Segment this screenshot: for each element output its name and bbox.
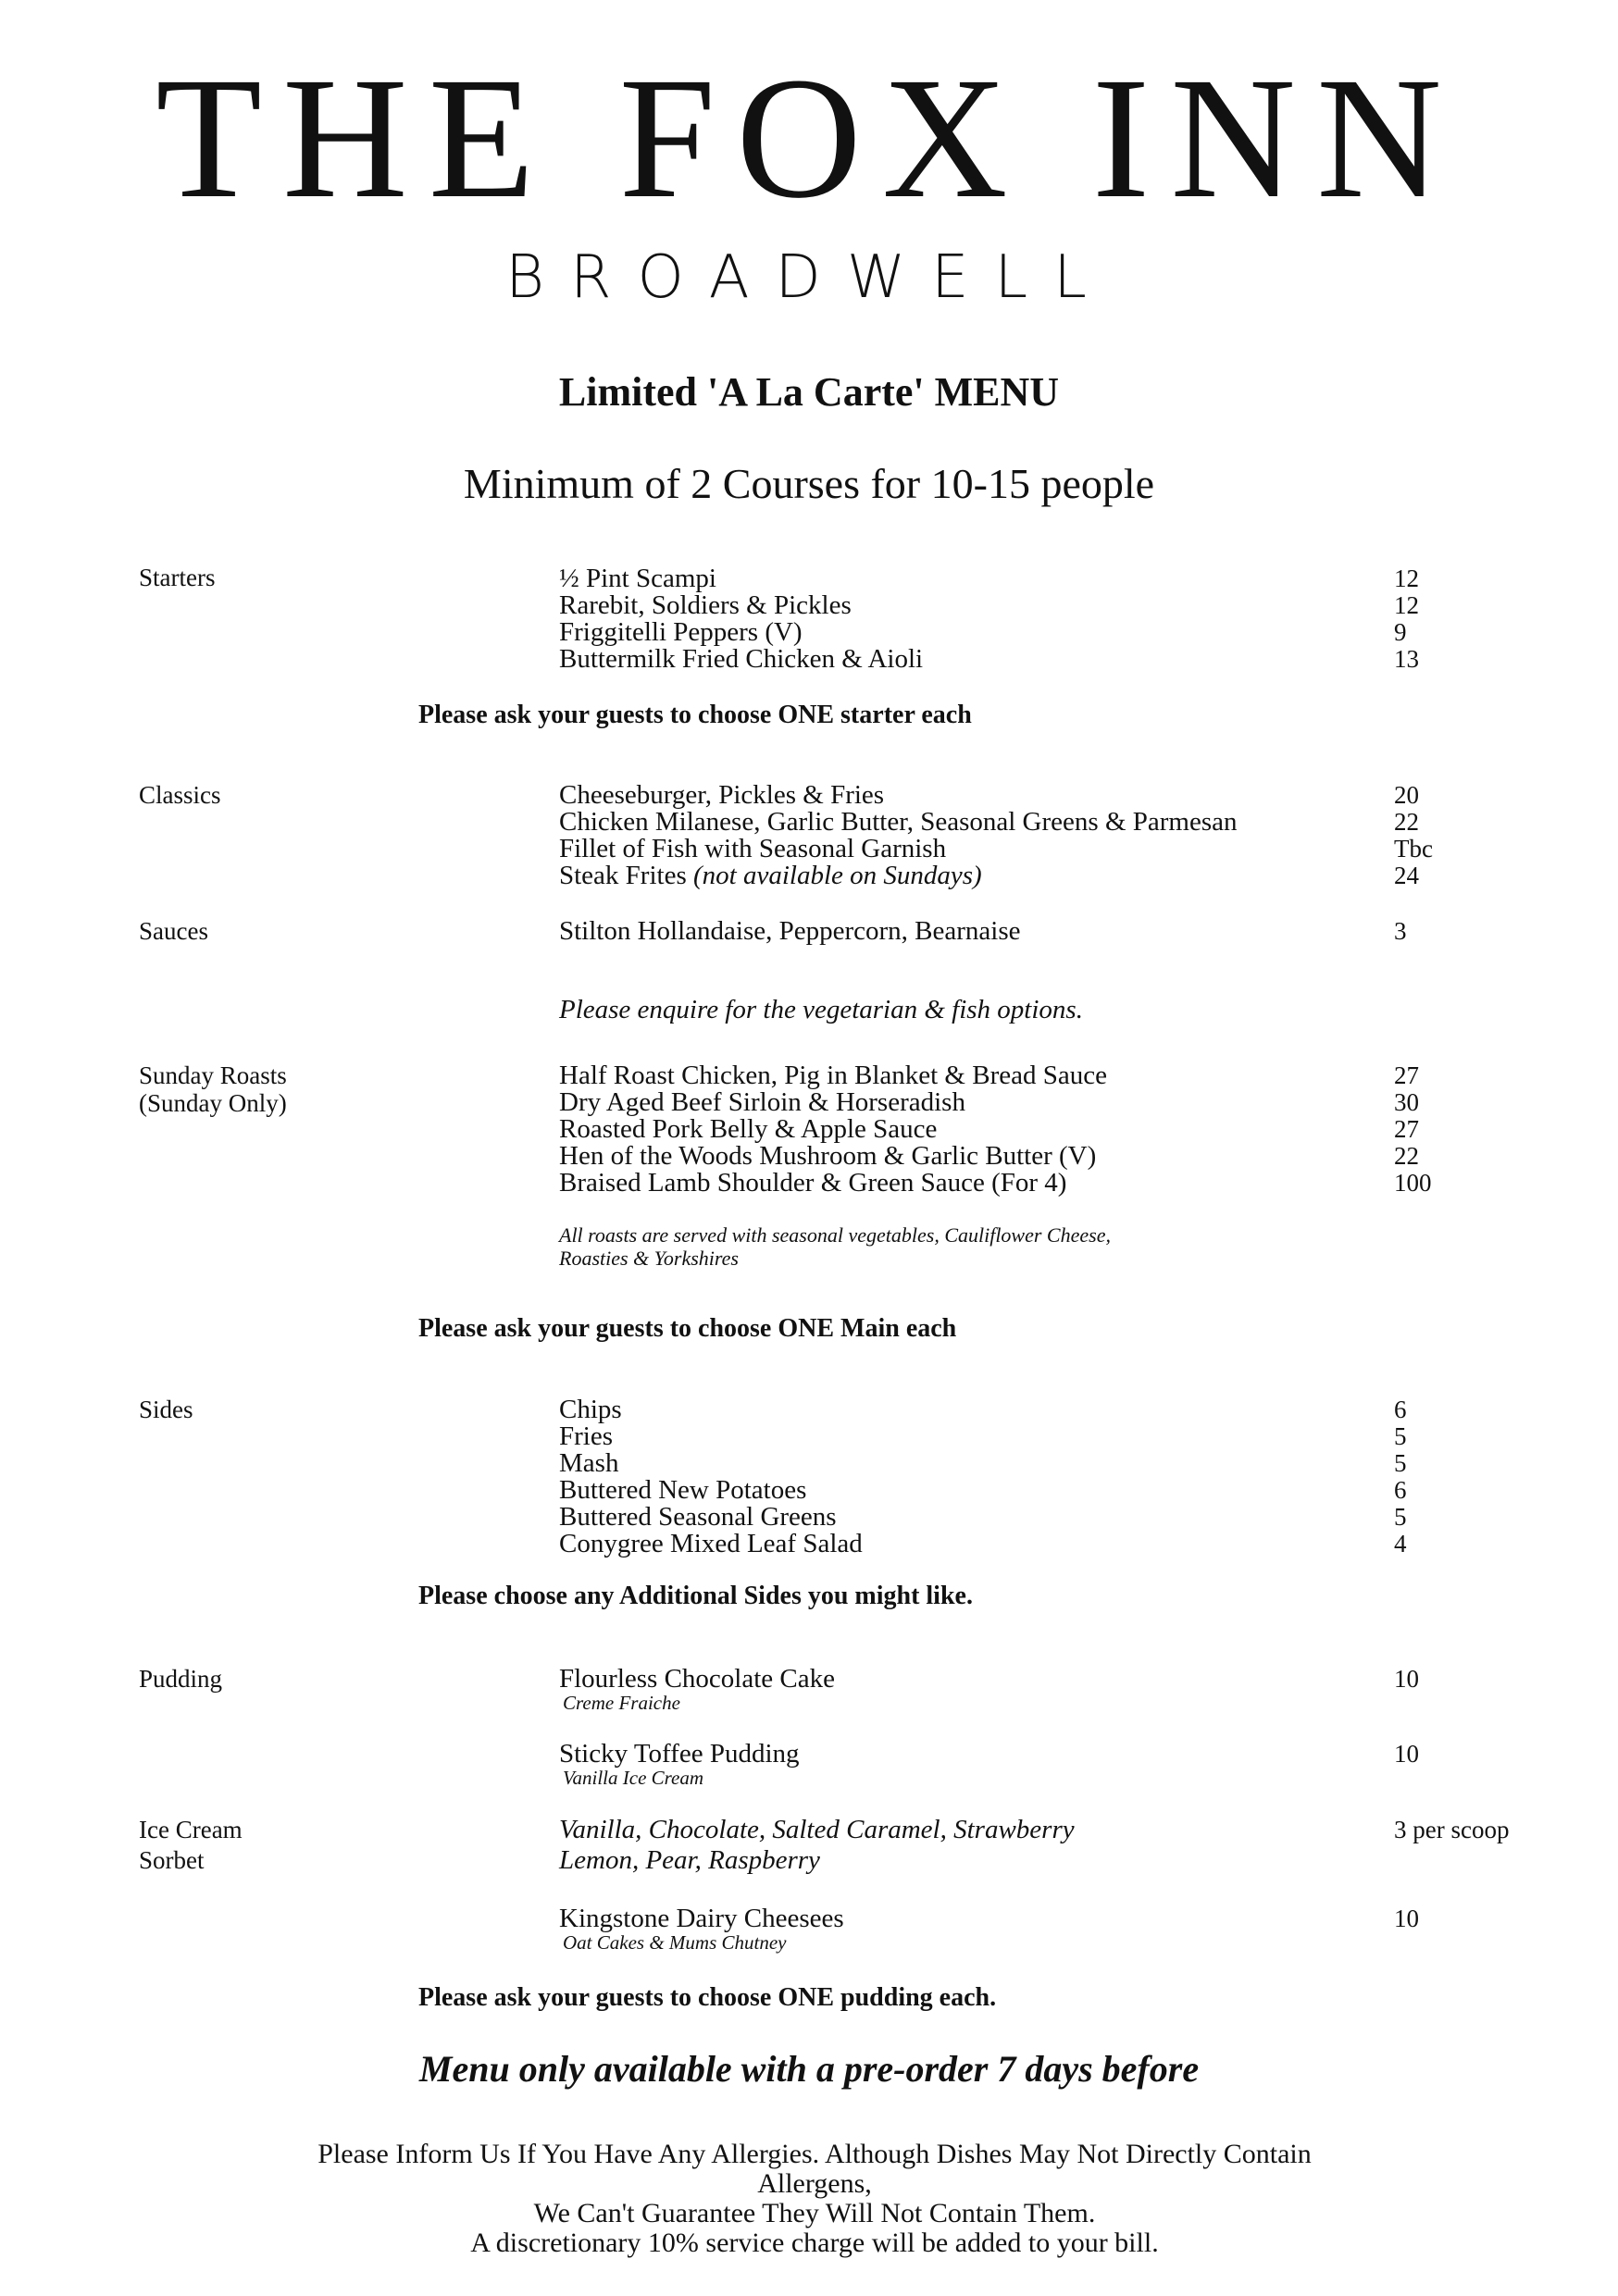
menu-price: 12	[1394, 591, 1419, 619]
section-label-sunday-roasts: Sunday Roasts	[139, 1061, 287, 1089]
menu-price: 24	[1394, 862, 1419, 889]
menu-price: 9	[1394, 618, 1407, 646]
menu-item: Braised Lamb Shoulder & Green Sauce (For 4)	[559, 1168, 1067, 1198]
menu-item: Buttermilk Fried Chicken & Aioli	[559, 644, 924, 674]
roasts-served-note-cont: Roasties & Yorkshires	[559, 1247, 739, 1270]
menu-price: Tbc	[1394, 835, 1433, 863]
menu-heading: Limited 'A La Carte' MENU	[558, 369, 1060, 415]
menu-item	[559, 1905, 844, 1953]
menu-price: 30	[1394, 1088, 1419, 1116]
menu-price: 27	[1394, 1115, 1419, 1143]
menu-item: Friggitelli Peppers (V)	[559, 617, 803, 647]
section-label-classics: Classics	[139, 781, 221, 809]
menu-item-name: Kingstone Dairy Cheesees	[559, 1904, 844, 1933]
sides-instruction: Please choose any Additional Sides you might like.	[418, 1582, 973, 1610]
section-label-ice-cream: Ice Cream	[139, 1816, 243, 1843]
allergy-footer	[167, 2140, 1462, 2258]
menu-item	[559, 862, 982, 889]
menu-item-name: Flourless Chocolate Cake	[559, 1664, 836, 1694]
menu-item-description: Creme Fraiche	[563, 1692, 680, 1714]
menu-price: 10	[1394, 1905, 1419, 1932]
menu-item: Fries	[559, 1421, 613, 1451]
menu-item: Buttered New Potatoes	[559, 1475, 807, 1505]
menu-item: Roasted Pork Belly & Apple Sauce	[559, 1114, 938, 1144]
menu-price: 5	[1394, 1449, 1407, 1477]
menu-price: 12	[1394, 565, 1419, 592]
menu-item: Cheeseburger, Pickles & Fries	[559, 780, 885, 810]
section-label-sunday-only: (Sunday Only)	[139, 1089, 287, 1117]
restaurant-location: BROADWELL	[505, 243, 1113, 312]
allergy-line-3: We Can't Guarantee They Will Not Contain Them.	[533, 2198, 1096, 2228]
minimum-courses-note: Minimum of 2 Courses for 10-15 people	[463, 460, 1155, 507]
menu-price: 10	[1394, 1740, 1419, 1768]
menu-price: 22	[1394, 808, 1419, 836]
starters-instruction: Please ask your guests to choose ONE starter each	[418, 701, 972, 729]
section-label-sides: Sides	[139, 1396, 193, 1423]
roasts-served-note: All roasts are served with seasonal vegetables, Cauliflower Cheese,	[559, 1223, 1111, 1247]
menu-item: Fillet of Fish with Seasonal Garnish	[559, 834, 947, 863]
service-charge-line: A discretionary 10% service charge will be added to your bill.	[470, 2228, 1159, 2258]
menu-item-name: Steak Frites	[559, 861, 687, 890]
mains-instruction: Please ask your guests to choose ONE Main each	[418, 1314, 957, 1343]
ice-cream-price: 3 per scoop	[1394, 1816, 1510, 1843]
menu-item-name: Sticky Toffee Pudding	[559, 1739, 800, 1769]
menu-item: Dry Aged Beef Sirloin & Horseradish	[559, 1087, 965, 1117]
section-label-sauces: Sauces	[139, 917, 208, 945]
menu-item: Stilton Hollandaise, Peppercorn, Bearnaise	[559, 916, 1021, 946]
section-label-sorbet: Sorbet	[139, 1846, 205, 1874]
pudding-instruction: Please ask your guests to choose ONE pudding each.	[418, 1983, 997, 2012]
menu-item: Chips	[559, 1395, 622, 1424]
menu-price: 27	[1394, 1061, 1419, 1089]
menu-price: 10	[1394, 1665, 1419, 1693]
menu-item: Chicken Milanese, Garlic Butter, Seasonal Greens & Parmesan	[559, 807, 1238, 837]
menu-item	[559, 1665, 835, 1713]
sorbet-flavours: Lemon, Pear, Raspberry	[559, 1845, 820, 1875]
menu-price: 3	[1394, 917, 1407, 945]
menu-item-availability-note: (not available on Sundays)	[693, 861, 982, 890]
menu-item: Hen of the Woods Mushroom & Garlic Butter (V)	[559, 1141, 1097, 1171]
menu-item-description: Vanilla Ice Cream	[563, 1767, 704, 1789]
menu-item: ½ Pint Scampi	[559, 564, 716, 593]
menu-price: 100	[1394, 1169, 1432, 1197]
menu-item: Half Roast Chicken, Pig in Blanket & Bread Sauce	[559, 1061, 1107, 1090]
section-label-pudding: Pudding	[139, 1665, 223, 1693]
menu-price: 13	[1394, 645, 1419, 673]
menu-price: 6	[1394, 1396, 1407, 1423]
preorder-notice: Menu only available with a pre-order 7 days before	[418, 2048, 1200, 2090]
menu-item: Buttered Seasonal Greens	[559, 1502, 837, 1532]
allergy-line-2: Allergens,	[757, 2168, 872, 2199]
vegetarian-fish-note: Please enquire for the vegetarian & fish options.	[559, 995, 1083, 1024]
restaurant-name: THE FOX INN	[156, 41, 1462, 234]
allergy-line-1: Please Inform Us If You Have Any Allergies. Although Dishes May Not Directly Contain	[317, 2139, 1312, 2169]
ice-cream-flavours: Vanilla, Chocolate, Salted Caramel, Strawberry	[559, 1815, 1075, 1844]
menu-price: 5	[1394, 1422, 1407, 1450]
menu-price: 6	[1394, 1476, 1407, 1504]
menu-price: 5	[1394, 1503, 1407, 1531]
section-label-starters: Starters	[139, 564, 216, 591]
menu-price: 20	[1394, 781, 1419, 809]
menu-price: 22	[1394, 1142, 1419, 1170]
menu-item-description: Oat Cakes & Mums Chutney	[563, 1931, 787, 1954]
menu-price: 4	[1394, 1530, 1407, 1558]
menu-item	[559, 1740, 800, 1788]
menu-item: Conygree Mixed Leaf Salad	[559, 1529, 863, 1558]
menu-item: Mash	[559, 1448, 619, 1478]
menu-item: Rarebit, Soldiers & Pickles	[559, 590, 852, 620]
